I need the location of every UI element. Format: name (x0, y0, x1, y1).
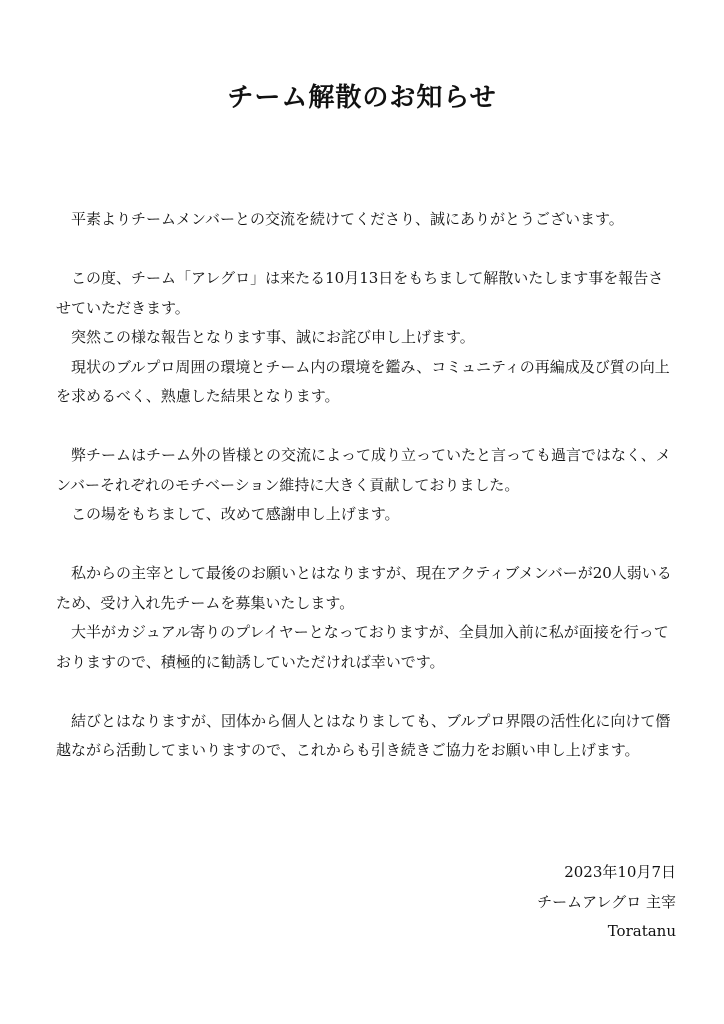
paragraph-gratitude: 弊チームはチーム外の皆様との交流によって成り立っていたと言っても過言ではなく、メンバーそれぞれのモチベーション維持に大きく貢献しておりました。 (56, 446, 671, 494)
paragraph-announcement: この度、チーム「アレグロ」は来たる10月13日をもちまして解散いたします事を報告させていただきます。 (56, 269, 664, 317)
signature-name: Toratanu (607, 922, 676, 940)
paragraph-reason: 現状のブルプロ周囲の環境とチーム内の環境を鑑み、コミュニティの再編成及び質の向上を求めるべく、熟慮した結果となります。 (56, 357, 670, 405)
paragraph-closing: 結びとはなりますが、団体から個人とはなりましても、ブルプロ界隈の活性化に向けて僭越ながら活動してまいりますので、これからも引き続きご協力をお願い申し上げます。 (56, 711, 671, 759)
paragraph-spacer (56, 530, 674, 560)
paragraph-spacer (56, 677, 674, 707)
paragraph-thanks: この場をもちまして、改めて感謝申し上げます。 (71, 505, 400, 523)
paragraph-greeting: 平素よりチームメンバーとの交流を続けてくださり、誠にありがとうございます。 (71, 210, 624, 228)
paragraph-recruitment: 大半がカジュアル寄りのプレイヤーとなっておりますが、全員加入前に私が面接を行っておりますので、積極的に勧誘していただければ幸いです。 (56, 623, 669, 671)
paragraph-spacer (56, 412, 674, 442)
document-title: チーム解散のお知らせ (227, 83, 497, 113)
paragraph-request: 私からの主宰として最後のお願いとはなりますが、現在アクティブメンバーが20人弱いるため、受け入れ先チームを募集いたします。 (56, 564, 672, 612)
signature-date: 2023年10月7日 (564, 863, 676, 881)
document-body (56, 205, 674, 766)
signature-block (316, 858, 676, 947)
paragraph-spacer (56, 235, 674, 265)
signature-team-role: チームアレグロ 主宰 (537, 892, 676, 911)
paragraph-apology: 突然この様な報告となります事、誠にお詫び申し上げます。 (71, 328, 475, 346)
